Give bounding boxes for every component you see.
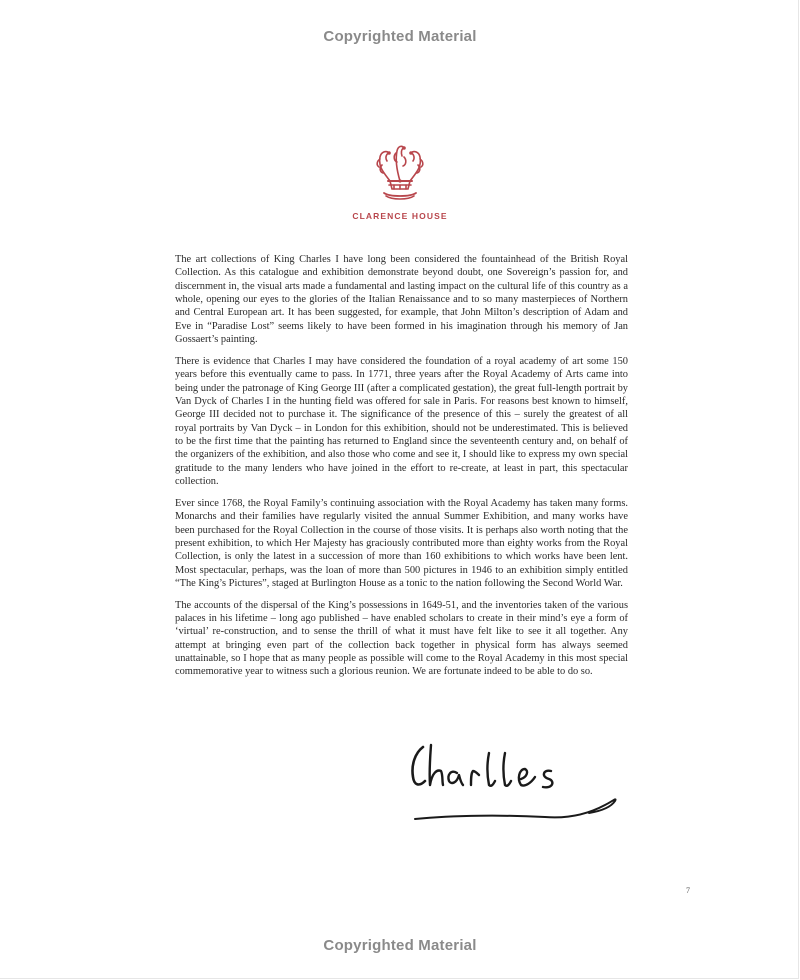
- handwritten-signature: [405, 735, 630, 830]
- paragraph-3: Ever since 1768, the Royal Family’s continuing association with the Royal Academy has taken many forms. Monarchs and their families have regularly visited the annual Summer Exhibition, and many works have been purchased for the Royal Collection in the course of those visits. It is perhaps also worth noting that the present exhibition, to which Her Majesty has graciously contributed more than eighty works from the Royal Collection, is only the latest in a succession of more than 160 exhibitions to which works have been lent. Most spectacular, perhaps, was the loan of more than 500 pictures in 1946 to an exhibition simply entitled “The King’s Pictures”, staged at Burlington House as a tonic to the nation following the Second World War.: [175, 497, 628, 589]
- letterhead-title: CLARENCE HOUSE: [352, 211, 448, 221]
- letter-body: [175, 253, 628, 687]
- page-number: 7: [686, 886, 690, 895]
- watermark-bottom: Copyrighted Material: [323, 937, 477, 954]
- prince-of-wales-feathers-icon: [368, 137, 432, 203]
- paragraph-2: There is evidence that Charles I may have considered the foundation of a royal academy of art some 150 years before this eventually came to pass. In 1771, three years after the Royal Academy of Arts came into being under the patronage of King George III (after a complicated gestation), the great full-length portrait by Van Dyck of Charles I in the hunting field was offered for sale in Paris. For reasons best known to himself, George III decided not to purchase it. The significance of the presence of this – surely the greatest of all royal portraits by Van Dyck – in London for this exhibition, should not be underestimated. This is believed to be the first time that the painting has returned to England since the seventeenth century and, on behalf of the organizers of the exhibition, and also those who come and see it, I should like to express my own special gratitude to the many lenders who have joined in the effort to re-create, at least in part, this spectacular collection.: [175, 355, 628, 487]
- paragraph-4: The accounts of the dispersal of the King’s possessions in 1649-51, and the inventories taken of the various palaces in his lifetime – long ago published – have enabled scholars to create in their mind’s eye a form of ‘virtual’ re-construction, and to sense the thrill of what it must have felt like to see it all together. Any attempt at bringing even part of the collection back together in physical form has always seemed unattainable, so I hope that as many people as possible will come to the Royal Academy in this most special commemorative year to witness such a glorious reunion. We are fortunate indeed to be able to do so.: [175, 599, 628, 678]
- paragraph-1: The art collections of King Charles I have long been considered the fountainhead of the British Royal Collection. As this catalogue and exhibition demonstrate beyond doubt, one Sovereign’s passion for, and discernment in, the visual arts made a fundamental and lasting impact on the cultural life of this country as a whole, opening our eyes to the glories of the Italian Renaissance and to so many masterpieces of Northern and Central European art. It has been suggested, for example, that John Milton’s description of Adam and Eve in “Paradise Lost” seems likely to have been formed in his imagination through his memory of Jan Gossaert’s painting.: [175, 254, 628, 346]
- watermark-top: Copyrighted Material: [323, 28, 477, 45]
